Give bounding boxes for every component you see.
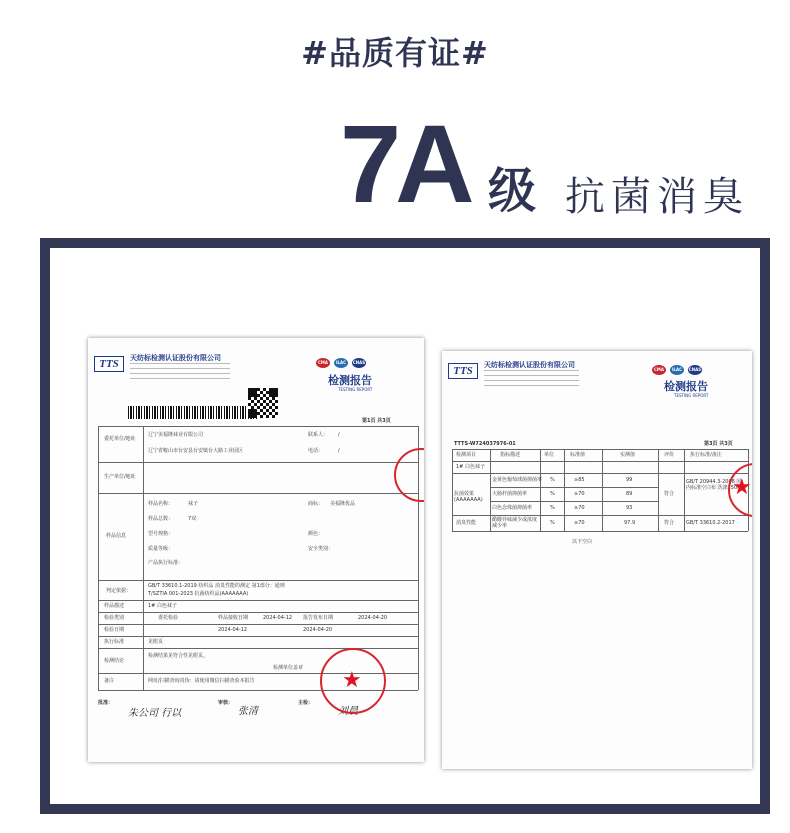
org-name: 天纺标检测认证股份有限公司 [484,361,575,369]
col-unit: 单位 [544,452,555,458]
row2-value: 89 [626,491,633,497]
approver-label: 批准： [98,700,114,706]
recv-date: 2024-04-12 [263,615,293,621]
row1-std: ≥85 [574,477,585,483]
cnas-badge: CNAS [688,365,702,375]
row3-desc: 白色念珠菌抑菌率 [492,505,533,511]
org-name: 天纺标检测认证股份有限公司 [130,354,221,362]
row3-value: 93 [626,505,633,511]
org-subtitle [484,370,579,390]
remarks-value: 网址/扫描查询真伪：请使用微信扫描查验本报告 [148,678,255,684]
qr-code [248,388,278,418]
issue-label: 报告发布日期 [303,615,334,621]
test-report-page-1[interactable] [88,338,424,762]
note-1: GB/T 20944.3-2008 国内标准空白布 洗涤150次 [686,479,743,491]
edge-seal [728,463,752,517]
client-name: 辽宁美福隆袜业有限公司 [148,432,204,438]
row4-unit: % [550,520,555,526]
period-label: 检验日期 [104,627,125,633]
contact-value: / [338,432,340,438]
model-label: 型号规格： [148,531,174,537]
reviewer-label: 审核： [218,700,234,706]
grade-suffix: 级 [488,163,537,219]
env-value: 见附页 [148,639,164,645]
cma-badge: CMA [316,358,330,368]
recv-label: 样品接收日期 [218,615,249,621]
org-subtitle [130,363,230,383]
eval-2: 符合 [664,520,675,526]
ilac-badge: ILAC [670,365,684,375]
col-item: 检测项目 [456,452,477,458]
tts-logo: TTS [94,356,124,372]
signature-approver: 朱公司 行以 [128,708,182,719]
official-seal [320,648,386,714]
standard-text-2: T/SZTIA 001-2023 抗菌纺织品(AAAAAAA) [148,591,249,597]
qty-label: 样品总数： [148,516,174,522]
standard-label: 判定依据： [106,588,132,594]
color-label: 颜色： [308,531,324,537]
signature-maker: 刘晨 [338,706,358,717]
col-eval: 评价 [664,452,675,458]
test-report-page-3[interactable] [442,351,752,769]
client-label: 委托单位/地址 [104,436,136,442]
report-title: 检测报告 [664,380,708,393]
cnas-badge: CNAS [352,358,366,368]
row2-desc: 大肠杆菌抑菌率 [492,491,528,497]
period-to: 2024-04-20 [303,627,333,633]
maker-label: 主检： [298,700,314,706]
certificate-frame [40,238,770,814]
row3-std: ≥70 [574,505,585,511]
tts-logo: TTS [448,363,478,379]
grade-text: 7A [340,103,469,226]
brand-label: 商标： [308,501,324,507]
row3-unit: % [550,505,555,511]
seal-star-icon: ★ [342,668,362,693]
row4-std: ≥70 [574,520,585,526]
note-2: GB/T 33610.2-2017 [686,520,735,526]
report-title: 检测报告 [328,374,372,387]
conclusion-label: 检测结论 [104,658,125,664]
signature-reviewer: 张清 [238,706,258,717]
producer-label: 生产单位/地址 [104,474,136,480]
phone-label: 电话： [308,448,324,454]
sample-info-label: 样品信息 [106,533,127,539]
standard-text: GB/T 33610.1-2019 纺织品 消臭性能的测定 第1部分：通则 [148,583,285,589]
type-label: 检验类别 [104,615,125,621]
remarks-label: 备注 [104,678,115,684]
sample-name-label: 样品名称： [148,501,174,507]
row1-value: 99 [626,477,633,483]
ilac-badge: ILAC [334,358,348,368]
stamp-label: 检测单位盖章 [273,665,304,671]
row4-value: 97.9 [624,520,636,526]
issue-date: 2024-04-20 [358,615,388,621]
eval-1: 符合 [664,491,675,497]
blank-footer: 以下空白 [572,539,593,545]
env-label: 执行标准 [104,639,125,645]
period-from: 2024-04-12 [218,627,248,633]
contact-label: 联系人： [308,432,329,438]
seal-star-icon: ★ [732,475,752,500]
brand-value: 美福隆优品 [330,501,356,507]
report-subtitle: TESTING REPORT [338,387,373,392]
page-number: 第1页 共3页 [362,418,391,424]
hashtag-title: #品质有证# [301,34,489,72]
row2-unit: % [550,491,555,497]
barcode [128,406,258,419]
col-value: 实测值 [620,452,636,458]
desc-value: 1# 白色袜子 [148,603,177,609]
conclusion-value: 检测结果见符合性见附页。 [148,653,209,659]
col-std: 标准值 [570,452,586,458]
row2-std: ≥70 [574,491,585,497]
group-antibacterial: 抗菌效果 (AAAAAAA) [454,491,483,503]
grade-label: 质量等级： [148,546,174,552]
client-address: 辽宁省鞍山市台安县台安镇台大路工业园区 [148,448,244,454]
qty-value: 7双 [188,516,197,522]
row1-unit: % [550,477,555,483]
safety-label: 安全类别： [308,546,334,552]
report-number: TTTS-W724037976-01 [454,441,516,447]
report-subtitle: TESTING REPORT [674,393,709,398]
row1-desc: 金黄色葡萄球菌抑菌率 [492,477,543,483]
desc-label: 样品描述 [104,603,125,609]
batch-label: 产品执行标准： [148,560,184,566]
col-note: 执行标准/备注 [690,452,722,458]
type-value: 委托检验 [158,615,179,621]
col-desc: 指标描述 [500,452,521,458]
sample-row: 1# 白色袜子 [456,464,485,470]
page-number: 第3页 共3页 [704,441,733,447]
phone-value: / [338,448,340,454]
group-deodorant: 消臭性能 [456,520,477,526]
cma-badge: CMA [652,365,666,375]
headline [0,103,790,226]
sample-name: 袜子 [188,501,199,507]
row4-desc: 醋酸异味减少或浓度减少率 [492,517,538,529]
claim-text: 抗菌消臭 [565,174,749,220]
